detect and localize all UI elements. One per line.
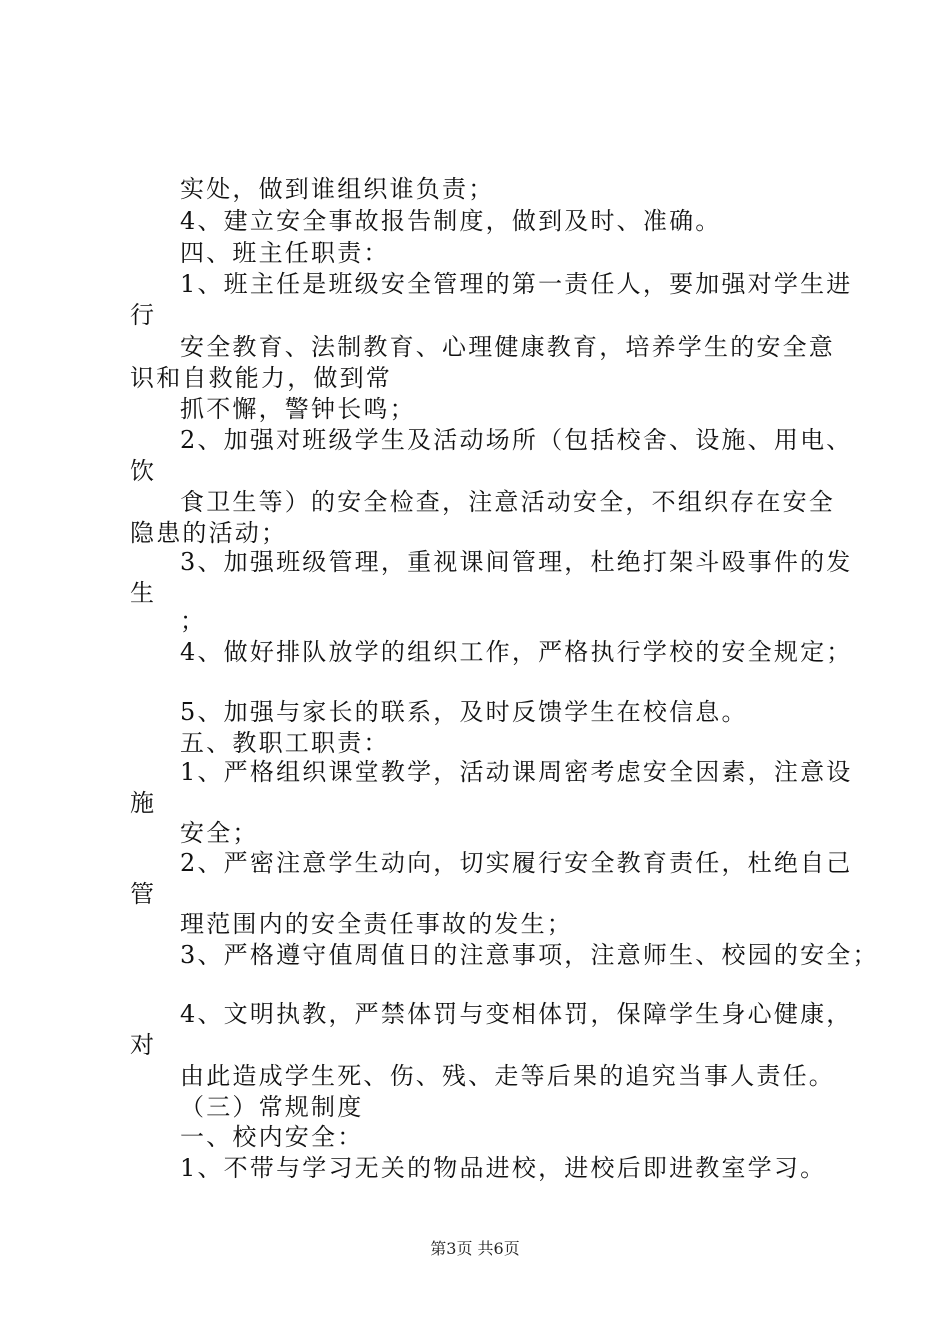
text-line: 3、加强班级管理，重视课间管理，杜绝打架斗殴事件的发 xyxy=(180,548,853,576)
text-line: 四、班主任职责： xyxy=(180,239,390,267)
text-line: 食卫生等）的安全检查，注意活动安全，不组织存在安全 xyxy=(180,488,835,516)
text-line: 对 xyxy=(130,1031,157,1059)
text-line: 生 xyxy=(130,579,157,607)
text-line: 饮 xyxy=(130,457,157,485)
text-line: ； xyxy=(180,607,207,635)
text-line: 五、教职工职责： xyxy=(180,729,390,757)
text-line: 4、建立安全事故报告制度，做到及时、准确。 xyxy=(180,207,722,235)
text-line: 3、严格遵守值周值日的注意事项，注意师生、校园的安全； xyxy=(180,941,879,969)
text-line: （三）常规制度 xyxy=(180,1093,364,1121)
text-line: 4、文明执教，严禁体罚与变相体罚，保障学生身心健康， xyxy=(180,1000,853,1028)
text-line: 抓不懈，警钟长鸣； xyxy=(180,395,416,423)
text-line: 行 xyxy=(130,301,157,329)
text-line: 2、严密注意学生动向，切实履行安全教育责任，杜绝自己 xyxy=(180,849,853,877)
text-line: 安全教育、法制教育、心理健康教育，培养学生的安全意 xyxy=(180,333,835,361)
text-line: 4、做好排队放学的组织工作，严格执行学校的安全规定； xyxy=(180,638,853,666)
text-line: 管 xyxy=(130,880,157,908)
text-line: 1、不带与学习无关的物品进校，进校后即进教室学习。 xyxy=(180,1154,827,1182)
text-line: 安全； xyxy=(180,819,259,847)
text-line: 理范围内的安全责任事故的发生； xyxy=(180,910,573,938)
page-footer: 第3页 共6页 xyxy=(430,1239,520,1258)
text-line: 5、加强与家长的联系，及时反馈学生在校信息。 xyxy=(180,698,748,726)
text-line: 1、班主任是班级安全管理的第一责任人，要加强对学生进 xyxy=(180,270,853,298)
text-line: 1、严格组织课堂教学，活动课周密考虑安全因素，注意设 xyxy=(180,758,853,786)
text-line: 由此造成学生死、伤、残、走等后果的追究当事人责任。 xyxy=(180,1062,835,1090)
text-line: 一、校内安全： xyxy=(180,1123,364,1151)
text-line: 2、加强对班级学生及活动场所（包括校舍、设施、用电、 xyxy=(180,426,853,454)
text-line: 隐患的活动； xyxy=(130,519,288,547)
text-line: 识和自救能力，做到常 xyxy=(130,364,392,392)
text-line: 施 xyxy=(130,789,157,817)
text-line: 实处，做到谁组织谁负责； xyxy=(180,175,495,203)
